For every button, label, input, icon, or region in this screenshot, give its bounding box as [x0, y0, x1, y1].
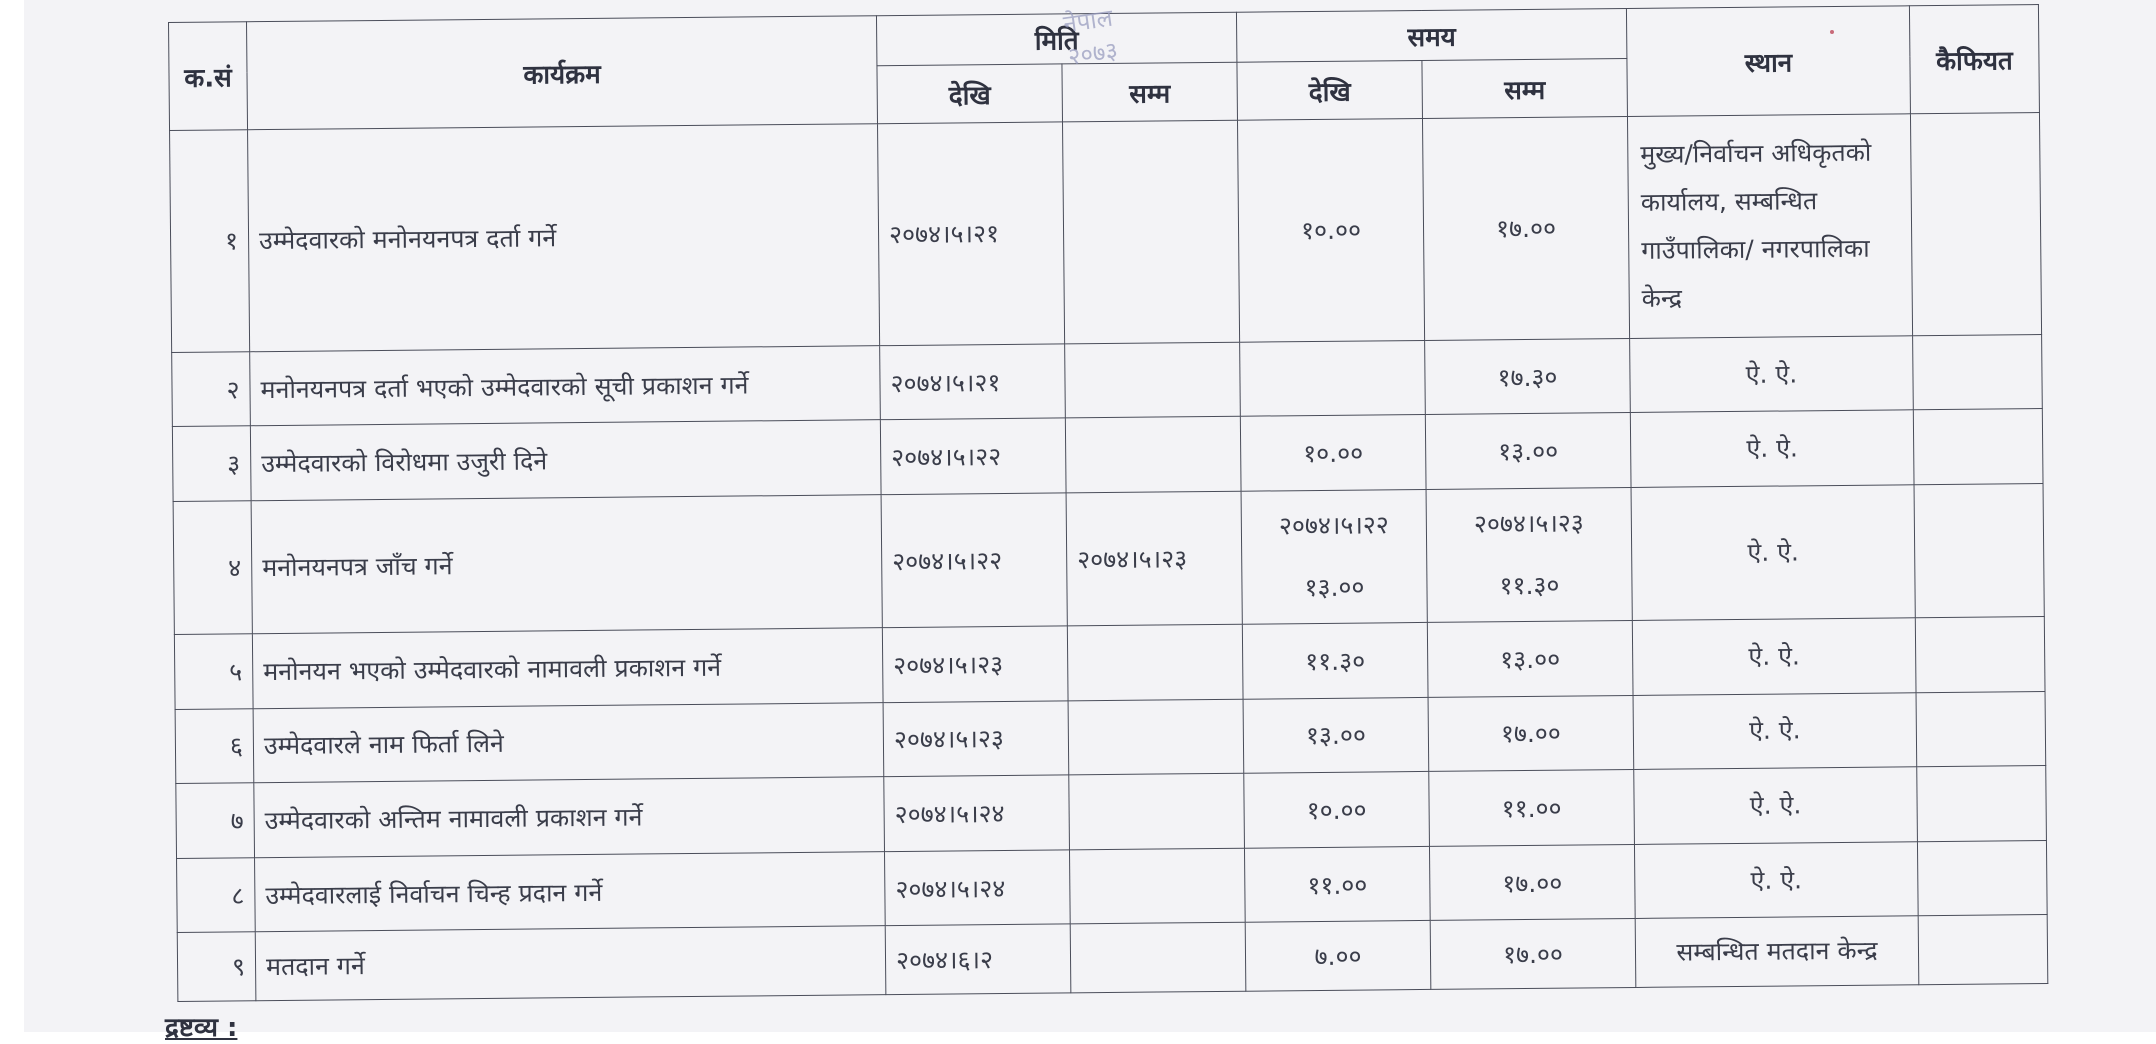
row-time-to: १७.०० [1428, 695, 1634, 772]
row-date-to [1065, 417, 1241, 493]
footnote-label: द्रष्टव्य : [165, 1013, 238, 1043]
row-time-from: १०.०० [1237, 118, 1424, 342]
row-time-from: ११.०० [1244, 846, 1430, 922]
header-sn: क.सं [169, 22, 248, 131]
header-date-from: देखि [877, 64, 1063, 124]
table-row [173, 483, 2044, 634]
row-program: मनोनयनपत्र जाँच गर्ने [251, 495, 882, 634]
row-date-from: २०७४।५।२४ [884, 850, 1070, 926]
row-place: ऐ. ऐ. [1630, 410, 1914, 487]
row-place: ऐ. ऐ. [1631, 485, 1915, 621]
row-remarks [1914, 483, 2044, 617]
row-program: मनोनयनपत्र दर्ता भएको उम्मेदवारको सूची प्रकाशन गर्ने [250, 345, 881, 426]
row-time-from: ११.३० [1242, 622, 1428, 698]
row-sn: ५ [174, 634, 253, 709]
row-sn: २ [172, 352, 251, 427]
row-remarks [1910, 113, 2041, 336]
row-place: ऐ. ऐ. [1630, 336, 1914, 413]
row-date-from: २०७४।५।२१ [878, 122, 1065, 346]
stamp-line-1: नेपाल [1061, 3, 1115, 39]
row-sn: ४ [173, 501, 252, 635]
row-date-from: २०७४।५।२२ [881, 493, 1067, 628]
header-date-to: सम्म [1062, 62, 1238, 122]
row-place: सम्बन्धित मतदान केन्द्र [1635, 916, 1919, 987]
row-remarks [1913, 409, 2043, 485]
header-remarks: कैफियत [1909, 5, 2039, 114]
row-date-from: २०७४।६।२ [885, 924, 1071, 994]
table-row [170, 113, 2042, 353]
row-time-from: १०.०० [1244, 772, 1430, 848]
row-time-to: १७.०० [1422, 116, 1629, 340]
election-schedule-table [168, 4, 2048, 1002]
row-remarks [1918, 915, 2048, 985]
row-time-from: १३.०० [1304, 572, 1365, 603]
row-place: ऐ. ऐ. [1633, 692, 1917, 769]
row-program: उम्मेदवारलाई निर्वाचन चिन्ह प्रदान गर्ने [255, 851, 886, 932]
row-time-from: १३.०० [1243, 697, 1429, 773]
row-remarks [1913, 334, 2043, 410]
header-time-from: देखि [1237, 60, 1423, 120]
scan-edge [10, 0, 24, 1032]
row-date-from: २०७४।५।२४ [884, 775, 1070, 851]
row-time-from [1240, 340, 1426, 416]
header-date-group: मिति [876, 12, 1236, 65]
row-date-from: २०७४।५।२३ [883, 701, 1069, 777]
row-date-to [1069, 848, 1245, 924]
row-time-to: १३.०० [1425, 413, 1631, 490]
row-time-to: १७.०० [1430, 919, 1636, 990]
row-time-to: ११.३० [1499, 570, 1560, 601]
row-date-to [1069, 773, 1245, 849]
row-sn: ९ [177, 932, 256, 1001]
row-date-to [1067, 624, 1243, 700]
row-place: ऐ. ऐ. [1634, 767, 1918, 844]
row-time-from: १०.०० [1240, 415, 1426, 491]
row-program: उम्मेदवारको विरोधमा उजुरी दिने [250, 420, 881, 501]
row-program: मनोनयन भएको उम्मेदवारको नामावली प्रकाशन गर्ने [252, 628, 883, 709]
stamp-line-2: २०७३ [1066, 36, 1120, 71]
row-sn: ७ [176, 783, 255, 858]
row-time-from: ७.०० [1245, 921, 1431, 991]
row-sn: ८ [177, 858, 256, 933]
row-date-to [1063, 120, 1240, 343]
row-time-to-date: २०७४।५।२३ [1473, 508, 1584, 539]
row-date-to [1070, 923, 1246, 993]
row-date-from: २०७४।५।२३ [882, 626, 1068, 702]
scanned-page [10, 0, 2156, 1043]
row-date-from: २०७४।५।२२ [880, 418, 1066, 494]
row-sn: ६ [175, 708, 254, 783]
row-time-to: १३.०० [1427, 621, 1633, 698]
row-place: ऐ. ऐ. [1634, 842, 1918, 919]
row-place: मुख्य/निर्वाचन अधिकृतको कार्यालय, सम्बन्धित गाउँपालिका/ नगरपालिका केन्द्र [1627, 114, 1912, 338]
row-date-from: २०७४।५।२१ [880, 344, 1066, 420]
header-time-group: समय [1236, 8, 1626, 62]
header-time-to: सम्म [1422, 58, 1628, 118]
row-date-to: २०७४।५।२३ [1066, 491, 1242, 626]
row-time-to-cell [1426, 487, 1632, 622]
row-remarks [1915, 617, 2045, 693]
row-date-to [1065, 342, 1241, 418]
row-sn: ३ [172, 426, 251, 501]
row-time-from-cell [1241, 489, 1427, 624]
row-time-to: ११.०० [1429, 770, 1635, 847]
row-sn: १ [170, 130, 250, 353]
row-program: मतदान गर्ने [255, 926, 886, 1001]
row-time-from-date: २०७४।५।२२ [1278, 510, 1389, 541]
ink-mark [1830, 30, 1834, 34]
row-time-to: १७.०० [1429, 844, 1635, 921]
header-program: कार्यक्रम [247, 16, 878, 130]
row-date-to [1068, 699, 1244, 775]
row-remarks [1917, 840, 2047, 916]
row-time-to: १७.३० [1425, 338, 1631, 415]
row-place: ऐ. ऐ. [1632, 618, 1916, 695]
row-remarks [1916, 691, 2046, 767]
row-program: उम्मेदवारको अन्तिम नामावली प्रकाशन गर्ने [254, 777, 885, 858]
row-remarks [1917, 766, 2047, 842]
row-program: उम्मेदवारले नाम फिर्ता लिने [253, 702, 884, 783]
header-place: स्थान [1626, 6, 1910, 117]
row-program: उम्मेदवारको मनोनयनपत्र दर्ता गर्ने [248, 124, 880, 352]
